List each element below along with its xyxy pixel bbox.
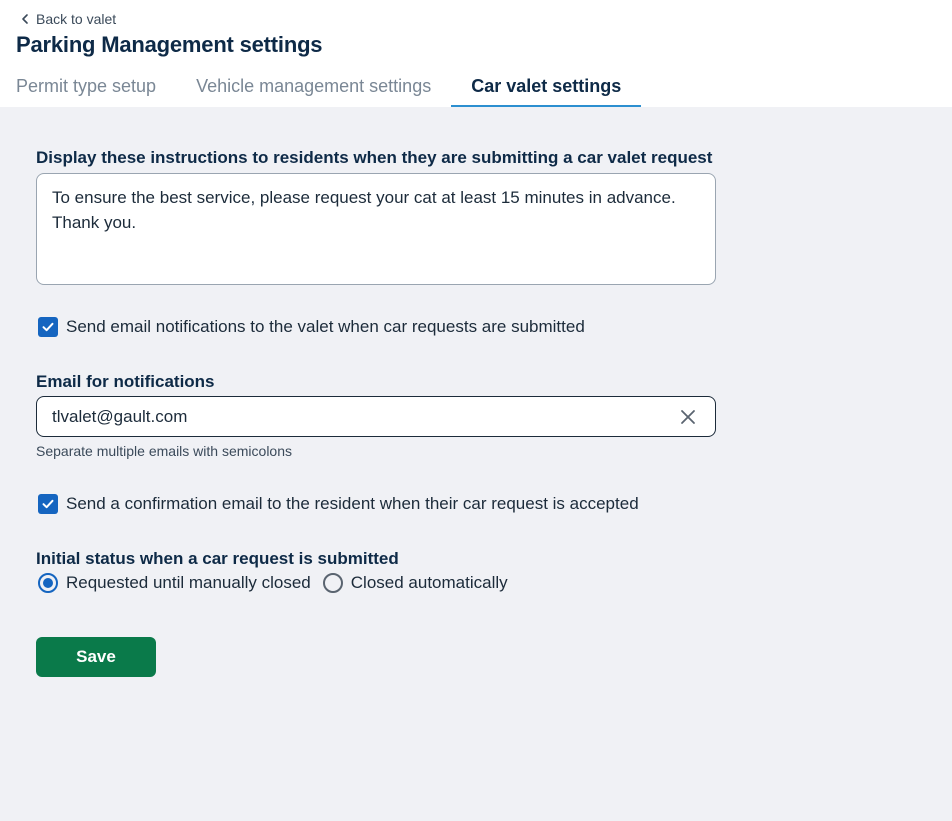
tab-vehicle-management-settings[interactable]: Vehicle management settings: [196, 76, 432, 96]
tab-car-valet-settings[interactable]: Car valet settings: [451, 72, 641, 107]
status-option-closed: [323, 573, 508, 593]
email-field-wrapper: [36, 396, 716, 437]
status-radio-closed[interactable]: [323, 573, 343, 593]
clear-icon[interactable]: [679, 408, 697, 426]
back-to-valet-link[interactable]: [20, 11, 116, 27]
email-helper-text: Separate multiple emails with semicolons: [36, 443, 292, 459]
status-radio-requested[interactable]: [38, 573, 58, 593]
checkmark-icon: [41, 320, 55, 334]
initial-status-label: Initial status when a car request is submitted: [36, 549, 399, 568]
confirm-email-checkbox[interactable]: [38, 494, 58, 514]
email-notify-checkbox[interactable]: [38, 317, 58, 337]
tab-permit-type-setup[interactable]: Permit type setup: [16, 76, 157, 96]
page-title: Parking Management settings: [16, 32, 323, 57]
chevron-left-icon: [20, 11, 30, 27]
checkmark-icon: [41, 497, 55, 511]
email-notify-label: Send email notifications to the valet when car requests are submitted: [66, 317, 585, 336]
settings-tabs: [0, 72, 641, 107]
status-option-requested: [38, 573, 311, 593]
status-option-label: Closed automatically: [350, 573, 508, 592]
confirm-email-label: Send a confirmation email to the resident when their car request is accepted: [66, 494, 639, 513]
email-field[interactable]: [37, 407, 679, 427]
save-button[interactable]: Save: [36, 637, 156, 677]
email-label: Email for notifications: [36, 372, 215, 391]
confirm-email-option: [38, 494, 639, 514]
instructions-textarea[interactable]: [36, 173, 716, 285]
back-link-label: Back to valet: [36, 11, 117, 27]
instructions-label: Display these instructions to residents when they are submitting a car valet request: [36, 148, 713, 167]
initial-status-radio-group: [38, 573, 520, 593]
page-header: [0, 0, 952, 107]
email-notify-option: [38, 317, 585, 337]
status-option-label: Requested until manually closed: [66, 573, 311, 592]
